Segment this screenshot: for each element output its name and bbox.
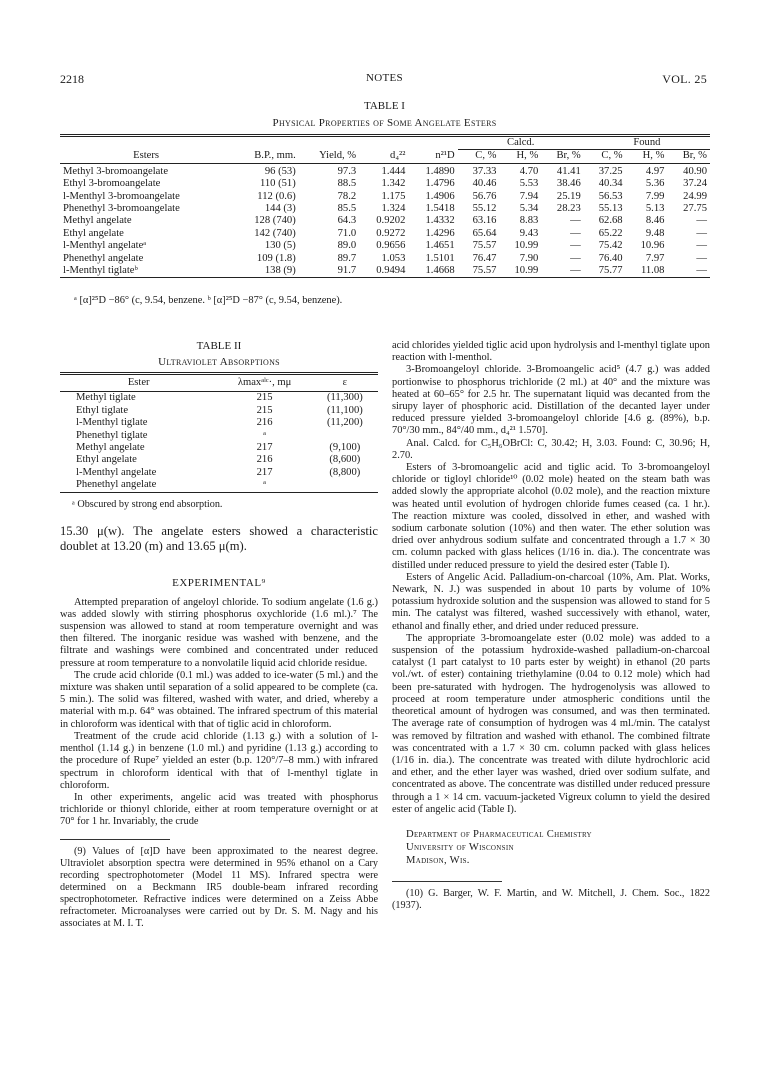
table1-cell: 112 (0.6) bbox=[257, 190, 296, 202]
table1-cell: — bbox=[696, 265, 707, 277]
table1-cell: 40.46 bbox=[472, 178, 497, 190]
table1-col-header: H, % bbox=[516, 150, 539, 162]
table1-cell: 1.324 bbox=[381, 203, 406, 215]
table1-cell: 109 (1.8) bbox=[256, 252, 296, 264]
table1-cell: 96 (53) bbox=[264, 165, 296, 177]
table1-cell: 55.13 bbox=[598, 203, 623, 215]
table2-cell: Methyl tiglate bbox=[76, 392, 136, 404]
table1-cell: Methyl 3-bromoangelate bbox=[63, 165, 169, 177]
table1-cell: 41.41 bbox=[556, 165, 581, 177]
table1-cell: 64.3 bbox=[337, 215, 357, 227]
table1-cell: 7.90 bbox=[519, 252, 539, 264]
table1-row bbox=[60, 228, 710, 240]
table1-row bbox=[60, 265, 710, 278]
table2-cell: 217 bbox=[256, 442, 273, 454]
table2-cell: l-Menthyl tiglate bbox=[76, 417, 148, 429]
table1-cell: — bbox=[570, 252, 581, 264]
body-paragraph: Treatment of the crude acid chloride (1.13 g.) with a solution of l-menthol (1.14 g.) in benzene (1.0 ml.) and pyridine (1.13 g.) according to the procedure of Rupe⁷ yielded an ester (b.p. 120°/7–8 mm.) with infrared spectrum in chloroform identical with that of l-menthyl tiglate in chloroform. bbox=[60, 730, 378, 791]
table1-cell: 8.83 bbox=[519, 215, 539, 227]
body-paragraph: 3-Bromoangeloyl chloride. 3-Bromoangelic acid⁵ (4.7 g.) was added portionwise to phosphorus trichloride (2 ml.) at 40° and the mixture was heated at 60–65° for 2.5 hr. The supernatant liquid was decanted from the sirupy layer of phosphoric acid. Distillation of the decanted layer under reduced pressure yielded 3-bromoangeloyl chloride [4.6 g. (89%), b.p. 70°/30 mm., 84°/40 mm., d₄²¹ 1.570]. bbox=[392, 364, 710, 437]
table1-cell: 1.5418 bbox=[425, 203, 455, 215]
table1-cell: 1.444 bbox=[381, 165, 406, 177]
table1-row bbox=[60, 215, 710, 227]
table1-col-header: n²¹D bbox=[435, 150, 455, 162]
table1-cell: 40.34 bbox=[598, 178, 623, 190]
table1-cell: 91.7 bbox=[337, 265, 357, 277]
table1-cell: 1.4296 bbox=[425, 227, 455, 239]
table1-cell: 27.75 bbox=[683, 203, 707, 215]
table1-cell: 56.53 bbox=[598, 190, 623, 202]
right-paragraphs bbox=[392, 340, 710, 816]
table1-cell: — bbox=[570, 215, 581, 227]
table1-col-header: d₄²² bbox=[390, 150, 406, 162]
table1-cell: 1.053 bbox=[381, 252, 406, 264]
table1-row bbox=[60, 240, 710, 252]
body-paragraph: Anal. Calcd. for C₅H₆OBrCl: C, 30.42; H, 3.03. Found: C, 30.96; H, 2.70. bbox=[392, 437, 710, 461]
table1-cell: — bbox=[570, 240, 581, 252]
table2-cell: 216 bbox=[256, 454, 273, 466]
body-paragraph: In other experiments, angelic acid was treated with phosphorus trichloride or thionyl chloride, either at room temperature overnight or at 70° for 1 hr. Invariably, the crude bbox=[60, 791, 378, 828]
footnote-divider bbox=[60, 839, 170, 840]
table1-cell: 25.19 bbox=[556, 190, 581, 202]
table1-cell: 37.24 bbox=[683, 178, 707, 190]
page-number: 2218 bbox=[60, 72, 84, 86]
table1-cell: 4.97 bbox=[645, 165, 665, 177]
table1-cell: Ethyl angelate bbox=[63, 227, 124, 239]
table1-cell: 76.47 bbox=[472, 252, 497, 264]
table1-col-header: H, % bbox=[642, 150, 665, 162]
table1-row bbox=[60, 253, 710, 265]
experimental-heading: EXPERIMENTAL⁹ bbox=[172, 576, 266, 589]
table1-row bbox=[60, 203, 710, 215]
table1-cell: — bbox=[696, 215, 707, 227]
table1-cell: 4.70 bbox=[519, 165, 539, 177]
running-head: NOTES bbox=[366, 72, 403, 84]
table2-cell: ᵃ bbox=[263, 479, 267, 491]
table1-col-header: C, % bbox=[601, 150, 623, 162]
affiliation-line: Department of Pharmaceutical Chemistry bbox=[406, 828, 592, 840]
table1-cell: l-Menthyl angelateᵃ bbox=[63, 240, 147, 252]
table2-cell: Phenethyl tiglate bbox=[76, 429, 148, 441]
table1-row bbox=[60, 191, 710, 203]
table2-cell: (11,100) bbox=[326, 404, 363, 416]
table2-cell: 215 bbox=[256, 392, 273, 404]
table1-cell: 5.53 bbox=[519, 178, 539, 190]
table1-row bbox=[60, 163, 710, 178]
table1-cell: 88.5 bbox=[337, 178, 357, 190]
body-paragraph: Esters of Angelic Acid. Palladium-on-charcoal (10%, Am. Plat. Works, Newark, N. J.) was suspended in about 10 parts by volume of 10% potassium hydroxide solution and the suspension was allowed to stand for 5 min. The catalyst was filtered, washed successively with ethanol, water, ethanol and finally ether, and dried under reduced pressure. bbox=[392, 571, 710, 632]
table1-cell: 89.0 bbox=[337, 240, 357, 252]
table2-cell: 217 bbox=[256, 466, 273, 478]
table2-row bbox=[60, 479, 378, 492]
table2-row bbox=[60, 405, 378, 417]
table1-col-header: Esters bbox=[133, 150, 160, 162]
table1-cell: 5.36 bbox=[645, 178, 665, 190]
table1-cell: 110 (51) bbox=[259, 178, 296, 190]
table1-cell: 85.5 bbox=[337, 203, 357, 215]
table2-cell: (8,600) bbox=[329, 454, 361, 466]
table2-cell: Methyl angelate bbox=[76, 442, 145, 454]
table1-cell: Phenethyl 3-bromoangelate bbox=[63, 203, 180, 215]
table2-row bbox=[60, 442, 378, 454]
table1-cell: 1.4332 bbox=[425, 215, 455, 227]
table1-cell: — bbox=[696, 252, 707, 264]
table2-cell: (8,800) bbox=[329, 466, 361, 478]
table2-row bbox=[60, 454, 378, 466]
table1-footnote: ᵃ [α]²⁵D −86° (c, 9.54, benzene. ᵇ [α]²⁵D −87° (c, 9.54, benzene). bbox=[74, 295, 343, 306]
table1-col-header: Yield, % bbox=[319, 150, 357, 162]
table2-cell: (11,300) bbox=[326, 392, 363, 404]
table1-cell: 0.9202 bbox=[376, 215, 406, 227]
table1-cell: 65.22 bbox=[598, 227, 623, 239]
table1-cell: 128 (740) bbox=[254, 215, 296, 227]
table2-cell: 215 bbox=[256, 404, 273, 416]
table1-cell: l-Menthyl 3-bromoangelate bbox=[63, 190, 180, 202]
volume-label: VOL. 25 bbox=[662, 72, 707, 86]
table2-row bbox=[60, 417, 378, 429]
table1-cell: 138 (9) bbox=[264, 265, 296, 277]
table1-cell: 1.4651 bbox=[425, 240, 455, 252]
table1-cell: 8.46 bbox=[645, 215, 665, 227]
table1-cell: 76.40 bbox=[598, 252, 623, 264]
left-paragraphs bbox=[60, 597, 378, 829]
table1-group-found: Found bbox=[584, 136, 710, 150]
table1-cell: — bbox=[570, 227, 581, 239]
table2-cell bbox=[312, 479, 378, 492]
table1-cell: 10.99 bbox=[514, 240, 539, 252]
table1-cell: 62.68 bbox=[598, 215, 623, 227]
table2-cell: (11,200) bbox=[326, 417, 363, 429]
table1-cell: l-Menthyl tiglateᵇ bbox=[63, 265, 138, 277]
table1-cell: 9.48 bbox=[645, 227, 665, 239]
table2-col-header: λmaxᵃˡᶜ·, mμ bbox=[237, 377, 292, 388]
table1-cell: 10.99 bbox=[514, 265, 539, 277]
table1 bbox=[60, 134, 710, 278]
table1-cell: 1.4668 bbox=[425, 265, 455, 277]
table2-label: TABLE II bbox=[196, 340, 242, 352]
affiliation-line: Madison, Wis. bbox=[406, 854, 470, 866]
table1-cell: 28.23 bbox=[556, 203, 581, 215]
table1-row bbox=[60, 178, 710, 190]
table1-cell: 0.9656 bbox=[376, 240, 406, 252]
table2-cell: ᵃ bbox=[263, 429, 267, 441]
table1-group-calcd: Calcd. bbox=[458, 136, 584, 150]
body-paragraph: Attempted preparation of angeloyl chloride. To sodium angelate (1.6 g.) was added slowly with stirring phosphorus oxychloride (1.6 ml.).⁷ The suspension was allowed to stand at room temperature overnight and was then filtered. The inorganic residue was washed with benzene, and the filtrate and washings were combined and concentrated under reduced pressure at room temperature to a nonvolatile liquid acid chloride residue. bbox=[60, 596, 378, 669]
table1-cell: 75.57 bbox=[472, 265, 497, 277]
table1-cell: 40.90 bbox=[683, 165, 707, 177]
table2-cell: Phenethyl angelate bbox=[76, 479, 157, 491]
table2-cell: Ethyl tiglate bbox=[76, 404, 129, 416]
table2-row bbox=[60, 467, 378, 479]
table1-cell: Methyl angelate bbox=[63, 215, 132, 227]
table1-cell: 97.3 bbox=[337, 165, 357, 177]
table1-cell: 5.13 bbox=[645, 203, 665, 215]
table2-footnote: ᵃ Obscured by strong end absorption. bbox=[72, 498, 223, 510]
body-paragraph: acid chlorides yielded tiglic acid upon hydrolysis and l-menthyl tiglate upon reaction with l-menthol. bbox=[392, 340, 710, 364]
table1-cell: 1.4906 bbox=[425, 190, 455, 202]
table1-cell: 11.08 bbox=[640, 265, 665, 277]
table1-col-header: B.P., mm. bbox=[254, 150, 296, 162]
right-column bbox=[392, 340, 710, 912]
table1-cell: 89.7 bbox=[337, 252, 357, 264]
table2-cell: (9,100) bbox=[329, 442, 361, 454]
table1-cell: 5.34 bbox=[519, 203, 539, 215]
left-column bbox=[60, 340, 378, 930]
affiliation-line: University of Wisconsin bbox=[406, 841, 514, 853]
table1-cell: 7.99 bbox=[645, 190, 665, 202]
affiliation bbox=[406, 828, 710, 867]
table1-cell: Phenethyl angelate bbox=[63, 252, 144, 264]
left-footnote: (9) Values of [α]D have been approximated to the nearest degree. Ultraviolet absorption spectra were determined in 95% ethanol on a Cary recording spectrophotometer (Model 11 MS). Infrared spectra were determined on a Beckmann IR5 double-beam infrared recording spectrophotometer. Refractive indices were determined on a Zeiss Abbe refractometer. Microanalyses were carried out by Dr. S. M. Nagy and his associates at M. I. T. bbox=[60, 845, 378, 929]
table1-cell: 1.175 bbox=[381, 190, 406, 202]
table1-cell: 7.97 bbox=[645, 252, 665, 264]
table1-label: TABLE I bbox=[364, 100, 405, 112]
table2-title: Ultraviolet Absorptions bbox=[158, 356, 280, 368]
table1-cell: 55.12 bbox=[472, 203, 497, 215]
table1-cell: 37.33 bbox=[472, 165, 497, 177]
table1-cell: 144 (3) bbox=[264, 203, 296, 215]
table1-cell: 63.16 bbox=[472, 215, 497, 227]
table1-cell: Ethyl 3-bromoangelate bbox=[63, 178, 161, 190]
table1-cell: 37.25 bbox=[598, 165, 623, 177]
table1-cell: 0.9494 bbox=[376, 265, 406, 277]
table1-cell: 78.2 bbox=[337, 190, 357, 202]
table1-cell: 1.4796 bbox=[425, 178, 455, 190]
table2-cell: Ethyl angelate bbox=[76, 454, 137, 466]
table1-cell: 75.57 bbox=[472, 240, 497, 252]
table2-cell: 216 bbox=[256, 417, 273, 429]
table2-cell bbox=[312, 430, 378, 442]
table1-cell: — bbox=[696, 240, 707, 252]
table1-cell: — bbox=[570, 265, 581, 277]
table1-cell: 56.76 bbox=[472, 190, 497, 202]
right-footnote: (10) G. Barger, W. F. Martin, and W. Mitchell, J. Chem. Soc., 1822 (1937). bbox=[392, 887, 710, 911]
body-paragraph: The appropriate 3-bromoangelate ester (0.02 mole) was added to a suspension of the potassium hydroxide-washed palladium-on-charcoal catalyst (1 part catalyst to 10 parts ester by weight) in ethanol (20 parts vol./wt. of ester) containing triethylamine (0.04 to 0.12 mole) which had been pre-saturated with hydrogen. The hydrogenolysis was allowed to proceed at room temperature under atmospheric conditions until the theoretical amount of hydrogen was consumed, and was then terminated. The average rate of consumption of hydrogen was 4 ml./min. The catalyst was removed by filtration and washed with ethanol. The combined filtrate was concentrated with a 1.7 × 30 cm. column packed with glass helices (1/16 in. dia.). The concentrate was treated with dilute hydrochloric acid and ether, and the ether layer was washed, dried over sodium sulfate, and concentrated as above. The concentrate was distilled under reduced pressure through a 1 × 14 cm. vacuum-jacketed Vigreux column to yield the desired ester of angelic acid (Table I). bbox=[392, 632, 710, 815]
table1-cell: 1.5101 bbox=[425, 252, 455, 264]
table1-cell: 9.43 bbox=[519, 227, 539, 239]
table2-cell: l-Menthyl angelate bbox=[76, 466, 157, 478]
table2-col-header: ε bbox=[342, 377, 348, 388]
table1-cell: 1.4890 bbox=[425, 165, 455, 177]
body-paragraph: The crude acid chloride (0.1 ml.) was added to ice-water (5 ml.) and the mixture was shaken until separation of a solid appeared to be complete (ca. 5 min.). The solid was filtered, washed with water, and dried, whereby a material with m.p. 64° was obtained. The infrared spectrum of this material in chloroform was identical with that of tiglic acid in chloroform. bbox=[60, 669, 378, 730]
table1-cell: 130 (5) bbox=[264, 240, 296, 252]
table1-cell: 38.46 bbox=[556, 178, 581, 190]
table2 bbox=[60, 372, 378, 493]
table1-col-header: C, % bbox=[475, 150, 497, 162]
table1-cell: 65.64 bbox=[472, 227, 497, 239]
table1-cell: 75.42 bbox=[598, 240, 623, 252]
table1-title: Physical Properties of Some Angelate Esters bbox=[272, 117, 497, 129]
body-paragraph: Esters of 3-bromoangelic acid and tiglic acid. To 3-bromoangeloyl chloride or tigloyl chloride¹⁰ (0.02 mole) heated on the steam bath was added slowly the appropriate alcohol (0.02 mole), and the reaction mixture was heated until evolution of hydrogen chloride fumes ceased (ca. 1 hr.). The reaction mixture was cooled, dissolved in ether, and washed with sodium carbonate solution (10%) and then water. The ether solution was dried over anhydrous sodium sulfate and concentrated through a 1.7 × 30 cm. column packed with glass helices (1/16 in. dia.). The concentrate was distilled under reduced pressure to yield the desired ester (Table I). bbox=[392, 462, 710, 571]
table1-cell: 24.99 bbox=[683, 190, 707, 202]
table1-cell: 71.0 bbox=[337, 227, 357, 239]
table2-row bbox=[60, 430, 378, 442]
table1-cell: 7.94 bbox=[519, 190, 539, 202]
table1-cell: 142 (740) bbox=[254, 227, 296, 239]
table1-cell: 0.9272 bbox=[376, 227, 406, 239]
table1-cell: — bbox=[696, 227, 707, 239]
left-continuation: 15.30 μ(w). The angelate esters showed a characteristic doublet at 13.20 (m) and 13.65 μ(m). bbox=[60, 523, 378, 554]
table1-col-header: Br, % bbox=[682, 150, 707, 162]
table1-col-header: Br, % bbox=[556, 150, 581, 162]
table2-row bbox=[60, 392, 378, 405]
table1-cell: 10.96 bbox=[640, 240, 665, 252]
table2-col-header: Ester bbox=[127, 377, 150, 388]
right-footnote-divider bbox=[392, 881, 502, 882]
table1-cell: 75.77 bbox=[598, 265, 623, 277]
table1-cell: 1.342 bbox=[381, 178, 406, 190]
